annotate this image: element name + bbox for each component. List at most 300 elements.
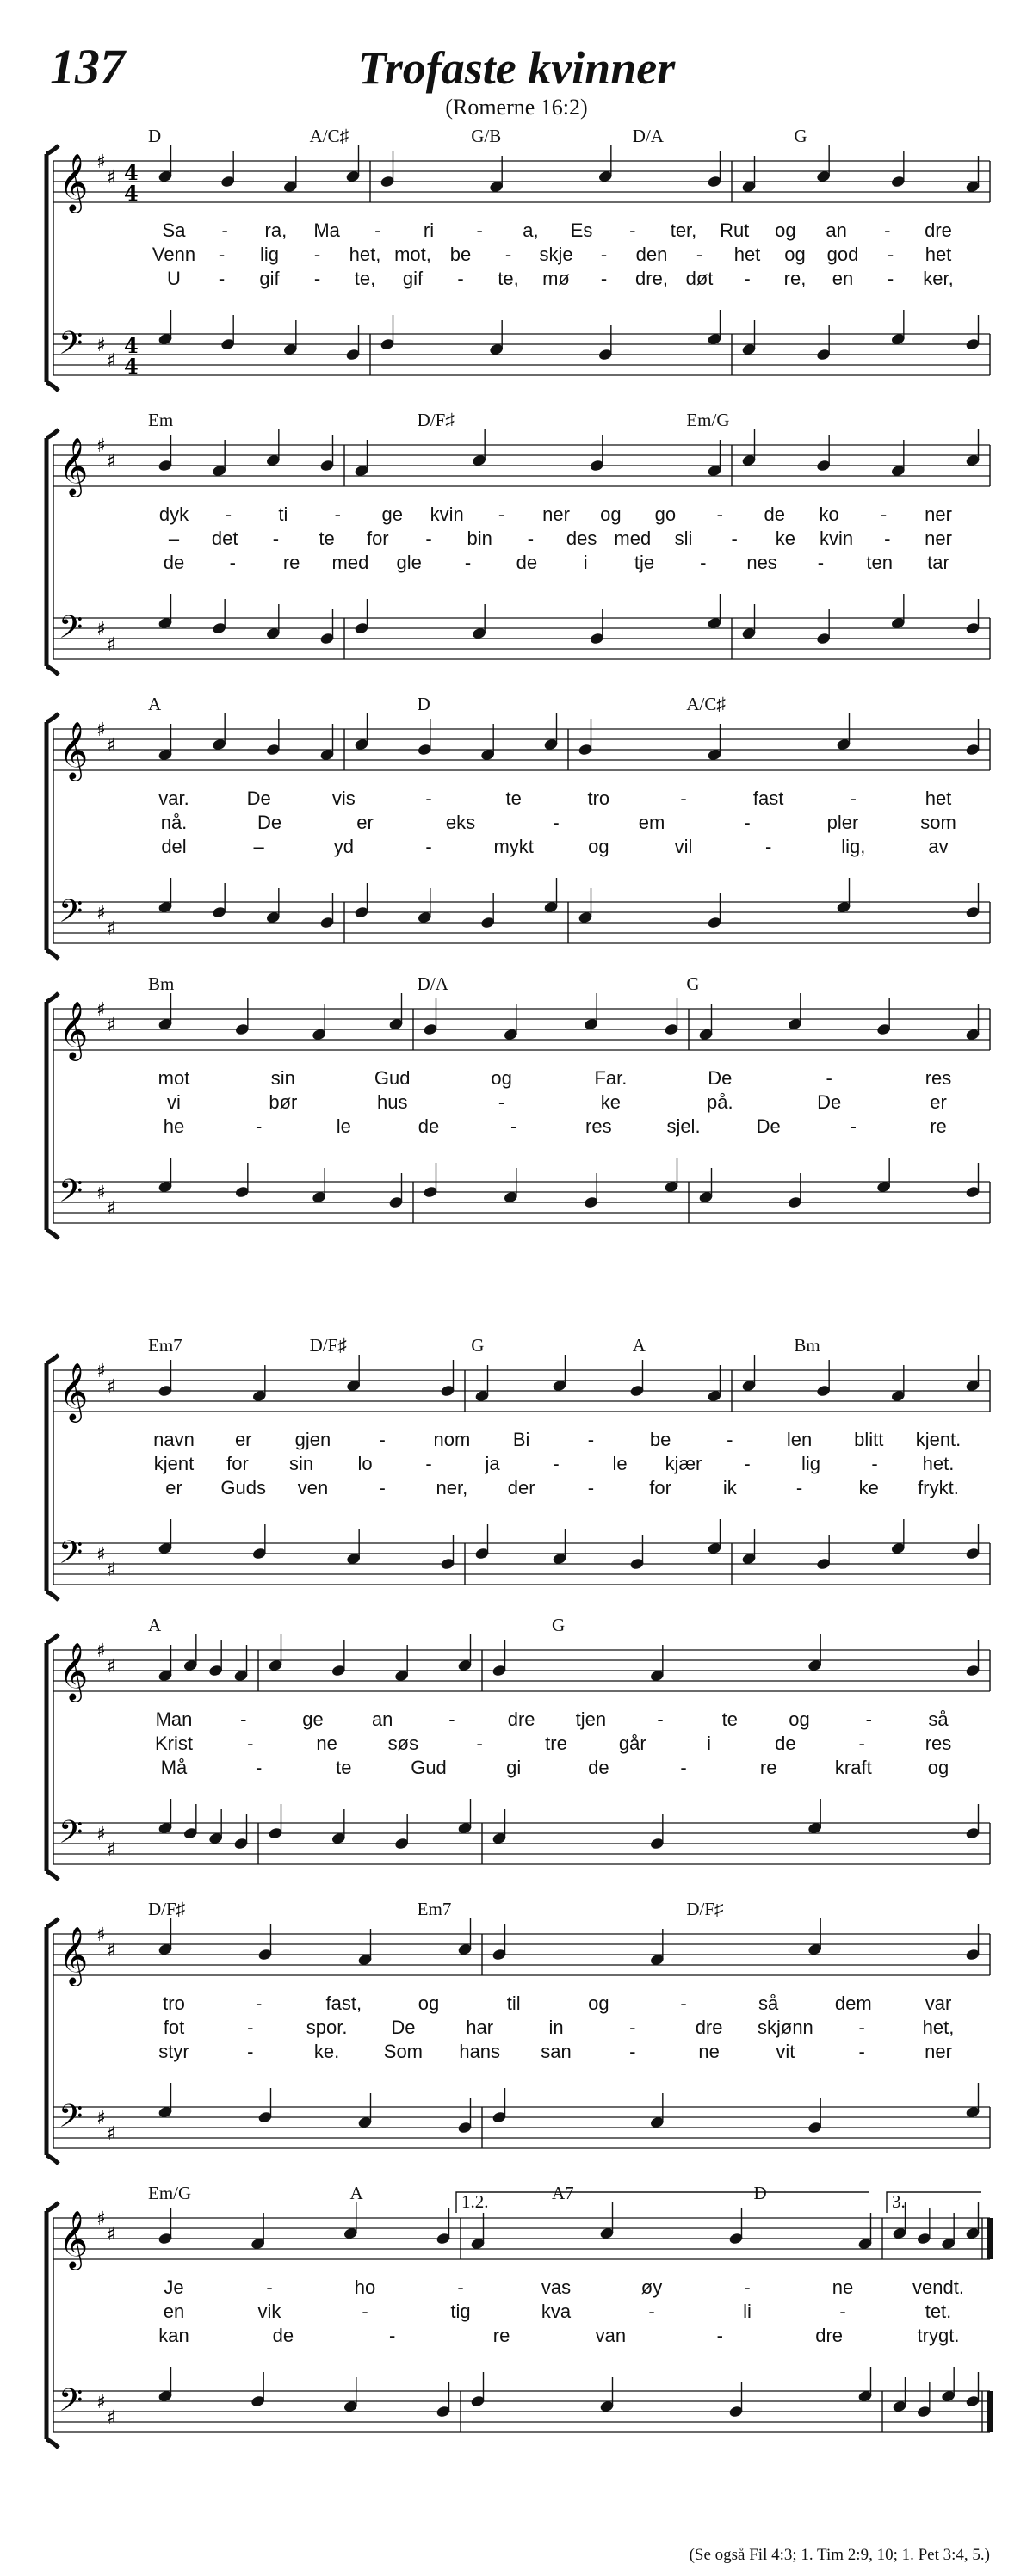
sharp-icon: ♯ bbox=[107, 1376, 116, 1398]
lyric-syllable: De bbox=[257, 812, 282, 833]
sharp-icon: ♯ bbox=[96, 335, 106, 356]
lyric-syllable: så bbox=[928, 1708, 949, 1730]
lyric-syllable: i bbox=[707, 1733, 712, 1754]
lyric-syllable: in bbox=[548, 2017, 564, 2038]
lyric-syllable: gle bbox=[396, 552, 422, 573]
lyric-syllable: - bbox=[425, 1453, 432, 1474]
bass-staff bbox=[53, 609, 990, 659]
lyric-syllable: og bbox=[775, 219, 796, 241]
scripture-footnote: (Se også Fil 4:3; 1. Tim 2:9, 10; 1. Pet 3:4, 5.) bbox=[689, 2546, 990, 2564]
lyric-syllable: - bbox=[247, 2041, 254, 2062]
song-header bbox=[0, 0, 1033, 129]
chord-symbol: A/C♯ bbox=[309, 126, 349, 146]
sharp-icon: ♯ bbox=[107, 1560, 116, 1581]
sharp-icon: ♯ bbox=[107, 634, 116, 656]
lyric-syllable: ner bbox=[925, 503, 952, 525]
lyric-syllable: ven bbox=[297, 1477, 329, 1498]
lyric-syllable: - bbox=[229, 552, 236, 573]
lyric-syllable: og bbox=[784, 244, 806, 265]
lyric-syllable: re bbox=[282, 552, 300, 573]
sharp-icon: ♯ bbox=[107, 350, 116, 372]
lyric-syllable: - bbox=[256, 1757, 263, 1778]
lyric-syllable: søs bbox=[387, 1733, 419, 1754]
chord-symbol: Em/G bbox=[686, 410, 730, 430]
sharp-icon: ♯ bbox=[96, 619, 106, 640]
lyric-syllable: be bbox=[449, 244, 472, 265]
lyric-syllable: ke bbox=[600, 1091, 622, 1113]
lyric-syllable: med bbox=[614, 528, 652, 549]
lyric-syllable: nom bbox=[433, 1429, 471, 1450]
lyric-syllable: med bbox=[331, 552, 369, 573]
lyric-syllable: de bbox=[764, 503, 785, 525]
lyric-syllable: frykt. bbox=[918, 1477, 959, 1498]
lyric-syllable: ker, bbox=[923, 268, 954, 289]
lyric-syllable: ho bbox=[354, 2276, 376, 2298]
lyric-syllable: Venn bbox=[152, 244, 196, 265]
lyric-syllable: og bbox=[927, 1757, 949, 1778]
system-notation bbox=[0, 1889, 1033, 2199]
system-notation bbox=[0, 684, 1033, 994]
lyric-syllable: var. bbox=[158, 788, 189, 809]
sharp-icon: ♯ bbox=[107, 1839, 116, 1861]
lyric-syllable: - bbox=[272, 528, 280, 549]
treble-staff bbox=[53, 1924, 990, 1986]
chord-symbol: G bbox=[794, 126, 807, 146]
lyric-syllable: Man bbox=[155, 1708, 193, 1730]
lyric-syllable: er bbox=[930, 1091, 947, 1113]
lyric-syllable: - bbox=[696, 244, 703, 265]
lyric-syllable: en bbox=[832, 268, 854, 289]
system-notation bbox=[0, 2173, 1033, 2483]
lyric-syllable: - bbox=[887, 244, 894, 265]
lyric-syllable: kjent bbox=[153, 1453, 195, 1474]
lyric-syllable: - bbox=[334, 503, 341, 525]
lyric-syllable: - bbox=[884, 219, 891, 241]
lyric-syllable: - bbox=[629, 219, 636, 241]
lyric-syllable: Som bbox=[383, 2041, 424, 2062]
system-bracket bbox=[46, 993, 59, 1239]
lyric-syllable: er bbox=[356, 812, 374, 833]
sharp-icon: ♯ bbox=[96, 1183, 106, 1204]
chord-symbol: Em/G bbox=[148, 2183, 192, 2203]
lyric-syllable: te, bbox=[354, 268, 376, 289]
lyric-syllable: Es bbox=[570, 219, 593, 241]
lyric-syllable: - bbox=[425, 528, 432, 549]
lyric-syllable: – bbox=[253, 836, 264, 857]
sharp-icon: ♯ bbox=[96, 436, 106, 457]
lyric-syllable: - bbox=[266, 2276, 273, 2298]
time-signature-denominator: 4 bbox=[124, 354, 139, 379]
lyric-syllable: - bbox=[313, 268, 321, 289]
lyric-syllable: fast bbox=[752, 788, 784, 809]
lyric-syllable: ne bbox=[698, 2041, 720, 2062]
lyric-syllable: - bbox=[700, 552, 707, 573]
treble-clef-icon: 𝄞 bbox=[59, 436, 89, 495]
music-system-8 bbox=[0, 2173, 1033, 2483]
lyric-syllable: re, bbox=[783, 268, 807, 289]
lyric-syllable: - bbox=[464, 552, 472, 573]
chord-symbol: G/B bbox=[471, 126, 502, 146]
chord-symbol: A bbox=[148, 1615, 162, 1635]
lyric-syllable: hus bbox=[376, 1091, 408, 1113]
music-system-3 bbox=[0, 684, 1033, 994]
lyric-syllable: - bbox=[680, 788, 687, 809]
lyric-syllable: de bbox=[163, 552, 185, 573]
sharp-icon: ♯ bbox=[107, 2224, 116, 2246]
system-bracket bbox=[46, 145, 59, 391]
lyric-syllable: vik bbox=[257, 2301, 281, 2322]
system-bracket bbox=[46, 1355, 59, 1600]
treble-staff bbox=[53, 1640, 990, 1702]
lyric-syllable: - bbox=[256, 1115, 263, 1137]
treble-clef-icon: 𝄞 bbox=[59, 720, 89, 779]
chord-symbol: Em bbox=[148, 410, 174, 430]
lyric-syllable: - bbox=[850, 788, 857, 809]
chord-symbol: D/F♯ bbox=[417, 410, 455, 430]
sharp-icon: ♯ bbox=[96, 1924, 106, 1946]
treble-staff bbox=[53, 151, 990, 213]
sharp-icon: ♯ bbox=[96, 720, 106, 741]
lyric-syllable: lig bbox=[801, 1453, 821, 1474]
lyric-syllable: ik bbox=[722, 1477, 737, 1498]
lyric-syllable: san bbox=[541, 2041, 572, 2062]
lyric-syllable: dyk bbox=[158, 503, 189, 525]
lyric-syllable: - bbox=[744, 268, 751, 289]
treble-clef-icon: 𝄞 bbox=[59, 1000, 89, 1059]
volta-label: 1.2. bbox=[461, 2191, 489, 2212]
lyric-syllable: Krist bbox=[155, 1733, 193, 1754]
treble-clef-icon: 𝄞 bbox=[59, 1362, 89, 1420]
bass-clef-icon: 𝄢 bbox=[59, 2098, 84, 2142]
lyric-syllable: - bbox=[476, 1733, 483, 1754]
lyric-syllable: - bbox=[425, 836, 432, 857]
lyric-syllable: kraft bbox=[834, 1757, 872, 1778]
lyric-syllable: gif bbox=[402, 268, 424, 289]
lyric-syllable: - bbox=[600, 268, 608, 289]
treble-staff bbox=[53, 1361, 990, 1423]
lyric-syllable: - bbox=[865, 1708, 872, 1730]
sharp-icon: ♯ bbox=[107, 1656, 116, 1677]
lyric-syllable: dem bbox=[834, 1992, 872, 2014]
lyric-syllable: blitt bbox=[854, 1429, 884, 1450]
bass-clef-icon: 𝄢 bbox=[59, 325, 84, 369]
system-notation bbox=[0, 1325, 1033, 1635]
lyric-syllable: ter, bbox=[670, 219, 697, 241]
song-title: Trofaste kvinner bbox=[357, 42, 676, 94]
lyric-syllable: kva bbox=[541, 2301, 572, 2322]
music-system-2 bbox=[0, 400, 1033, 710]
lyric-syllable: de bbox=[516, 552, 538, 573]
lyric-syllable: - bbox=[727, 1429, 733, 1450]
bass-staff bbox=[53, 2098, 990, 2148]
lyric-syllable: Gud bbox=[411, 1757, 447, 1778]
lyric-syllable: det bbox=[211, 528, 238, 549]
lyric-syllable: har bbox=[466, 2017, 494, 2038]
lyric-syllable: - bbox=[744, 2276, 751, 2298]
treble-staff bbox=[53, 436, 990, 497]
lyric-syllable: - bbox=[498, 503, 505, 525]
music-system-5 bbox=[0, 1325, 1033, 1635]
lyric-syllable: - bbox=[247, 2017, 254, 2038]
lyric-syllable: den bbox=[635, 244, 668, 265]
lyric-syllable: som bbox=[920, 812, 956, 833]
lyric-syllable: døt bbox=[685, 268, 714, 289]
treble-staff bbox=[53, 999, 990, 1061]
lyric-syllable: - bbox=[457, 268, 464, 289]
lyric-syllable: kan bbox=[158, 2325, 189, 2346]
bass-staff bbox=[53, 1814, 990, 1864]
lyric-syllable: til bbox=[506, 1992, 521, 2014]
sharp-icon: ♯ bbox=[107, 918, 116, 940]
lyric-syllable: ke bbox=[775, 528, 796, 549]
time-signature-denominator: 4 bbox=[124, 181, 139, 206]
lyric-syllable: ge bbox=[302, 1708, 324, 1730]
lyric-syllable: De bbox=[391, 2017, 416, 2038]
lyric-syllable: ne bbox=[832, 2276, 854, 2298]
lyric-syllable: res bbox=[585, 1115, 612, 1137]
sharp-icon: ♯ bbox=[96, 1361, 106, 1382]
sharp-icon: ♯ bbox=[107, 1198, 116, 1220]
sharp-icon: ♯ bbox=[96, 151, 106, 173]
lyric-syllable: tar bbox=[927, 552, 949, 573]
lyric-syllable: bin bbox=[467, 528, 492, 549]
lyric-syllable: - bbox=[553, 1453, 560, 1474]
lyric-syllable: - bbox=[858, 2017, 865, 2038]
lyric-syllable: - bbox=[858, 2041, 865, 2062]
lyric-syllable: og bbox=[588, 1992, 609, 2014]
chord-symbol: A bbox=[349, 2183, 363, 2203]
lyric-syllable: Far. bbox=[594, 1067, 628, 1089]
lyric-syllable: gi bbox=[506, 1757, 522, 1778]
treble-clef-icon: 𝄞 bbox=[59, 1925, 89, 1984]
lyric-syllable: vendt. bbox=[912, 2276, 964, 2298]
lyric-syllable: an bbox=[826, 219, 847, 241]
lyric-syllable: dre bbox=[815, 2325, 844, 2346]
chord-symbol: A/C♯ bbox=[686, 694, 726, 714]
chord-symbol: D/F♯ bbox=[148, 1899, 186, 1919]
lyric-syllable: fot bbox=[163, 2017, 185, 2038]
bass-clef-icon: 𝄢 bbox=[59, 1173, 84, 1217]
lyric-syllable: del bbox=[161, 836, 187, 857]
chord-symbol: D/F♯ bbox=[309, 1335, 347, 1356]
lyric-syllable: het bbox=[925, 788, 952, 809]
lyric-syllable: - bbox=[680, 1992, 687, 2014]
chord-symbol: D bbox=[417, 694, 430, 714]
lyric-syllable: - bbox=[817, 552, 825, 573]
lyric-syllable: em bbox=[638, 812, 665, 833]
lyric-syllable: og bbox=[789, 1708, 810, 1730]
chord-symbol: A bbox=[632, 1335, 646, 1356]
lyric-syllable: - bbox=[379, 1429, 386, 1450]
lyric-syllable: skjønn bbox=[758, 2017, 813, 2038]
lyric-syllable: an bbox=[371, 1708, 393, 1730]
lyric-syllable: yd bbox=[333, 836, 354, 857]
lyric-syllable: be bbox=[649, 1429, 671, 1450]
sharp-icon: ♯ bbox=[96, 903, 106, 924]
sharp-icon: ♯ bbox=[96, 2208, 106, 2230]
lyric-syllable: re bbox=[759, 1757, 777, 1778]
lyric-syllable: - bbox=[744, 1453, 751, 1474]
chord-symbol: D/F♯ bbox=[686, 1899, 724, 1919]
lyric-syllable: mot, bbox=[394, 244, 431, 265]
lyric-syllable: - bbox=[313, 244, 321, 265]
chord-symbol: D/A bbox=[632, 126, 664, 146]
bass-clef-icon: 𝄢 bbox=[59, 1814, 84, 1858]
lyric-syllable: - bbox=[884, 528, 891, 549]
lyric-syllable: - bbox=[218, 268, 226, 289]
sharp-icon: ♯ bbox=[96, 2108, 106, 2129]
lyric-syllable: ner bbox=[925, 528, 952, 549]
lyric-syllable: fast, bbox=[325, 1992, 362, 2014]
lyric-syllable: bør bbox=[269, 1091, 298, 1113]
lyric-syllable: Gud bbox=[374, 1067, 411, 1089]
bass-staff bbox=[53, 1173, 990, 1223]
lyric-syllable: ri bbox=[423, 219, 435, 241]
treble-clef-icon: 𝄞 bbox=[59, 2209, 89, 2268]
lyric-syllable: - bbox=[680, 1757, 687, 1778]
lyric-syllable: lig bbox=[259, 244, 280, 265]
lyric-syllable: der bbox=[507, 1477, 535, 1498]
volta-bracket bbox=[456, 2192, 869, 2213]
lyric-syllable: Sa bbox=[162, 219, 186, 241]
treble-staff bbox=[53, 2208, 990, 2270]
music-system-1 bbox=[0, 116, 1033, 426]
lyric-syllable: tet. bbox=[925, 2301, 952, 2322]
lyric-syllable: - bbox=[629, 2041, 636, 2062]
lyric-syllable: len bbox=[786, 1429, 813, 1450]
chord-symbol: G bbox=[686, 973, 700, 994]
bass-clef-icon: 𝄢 bbox=[59, 1535, 84, 1578]
lyric-syllable: hans bbox=[459, 2041, 501, 2062]
lyric-syllable: - bbox=[765, 836, 772, 857]
bass-staff bbox=[53, 2382, 990, 2432]
sharp-icon: ♯ bbox=[107, 167, 116, 188]
lyric-syllable: - bbox=[826, 1067, 832, 1089]
lyric-syllable: Je bbox=[164, 2276, 184, 2298]
lyric-syllable: ke bbox=[858, 1477, 879, 1498]
song-subtitle: (Romerne 16:2) bbox=[445, 95, 588, 120]
lyric-syllable: kvin bbox=[430, 503, 464, 525]
treble-clef-icon: 𝄞 bbox=[59, 152, 89, 211]
lyric-syllable: - bbox=[362, 2301, 368, 2322]
lyric-syllable: - bbox=[657, 1708, 664, 1730]
lyric-syllable: - bbox=[476, 219, 483, 241]
music-system-7 bbox=[0, 1889, 1033, 2199]
lyric-syllable: - bbox=[629, 2017, 636, 2038]
lyric-syllable: - bbox=[504, 244, 512, 265]
bass-clef-icon: 𝄢 bbox=[59, 893, 84, 937]
lyric-syllable: - bbox=[600, 244, 608, 265]
bass-clef-icon: 𝄢 bbox=[59, 609, 84, 653]
lyric-syllable: - bbox=[880, 503, 888, 525]
lyric-syllable: - bbox=[887, 268, 894, 289]
bass-clef-icon: 𝄢 bbox=[59, 2382, 84, 2426]
lyric-syllable: vis bbox=[331, 788, 356, 809]
lyric-syllable: mot bbox=[158, 1067, 190, 1089]
chord-symbol: D bbox=[148, 126, 162, 146]
lyric-syllable: sjel. bbox=[666, 1115, 701, 1137]
lyric-syllable: - bbox=[850, 1115, 857, 1137]
lyric-syllable: Må bbox=[160, 1757, 188, 1778]
lyric-syllable: - bbox=[839, 2301, 846, 2322]
sharp-icon: ♯ bbox=[96, 2392, 106, 2413]
lyric-syllable: går bbox=[618, 1733, 646, 1754]
lyric-syllable: Rut bbox=[720, 219, 750, 241]
lyric-syllable: kvin bbox=[820, 528, 854, 549]
lyric-syllable: trygt. bbox=[917, 2325, 960, 2346]
lyric-syllable: des bbox=[566, 528, 597, 549]
lyric-syllable: - bbox=[716, 503, 723, 525]
sharp-icon: ♯ bbox=[107, 1015, 116, 1036]
lyric-syllable: er bbox=[165, 1477, 182, 1498]
lyric-syllable: for bbox=[226, 1453, 249, 1474]
chord-symbol: Em7 bbox=[417, 1899, 452, 1919]
lyric-syllable: navn bbox=[153, 1429, 195, 1450]
lyric-syllable: De bbox=[708, 1067, 733, 1089]
lyric-syllable: tig bbox=[450, 2301, 471, 2322]
lyric-syllable: gjen bbox=[294, 1429, 331, 1450]
lyric-syllable: de bbox=[418, 1115, 440, 1137]
lyric-syllable: - bbox=[425, 788, 432, 809]
lyric-syllable: en bbox=[163, 2301, 185, 2322]
bass-staff bbox=[53, 325, 990, 375]
lyric-syllable: – bbox=[168, 528, 180, 549]
chord-symbol: D bbox=[753, 2183, 767, 2203]
lyric-syllable: vit bbox=[776, 2041, 795, 2062]
lyric-syllable: te bbox=[336, 1757, 352, 1778]
lyric-syllable: de bbox=[775, 1733, 796, 1754]
system-bracket bbox=[46, 429, 59, 675]
lyric-syllable: le bbox=[336, 1115, 351, 1137]
system-bracket bbox=[46, 1918, 59, 2164]
lyric-syllable: var bbox=[925, 1992, 952, 2014]
lyric-syllable: vi bbox=[167, 1091, 181, 1113]
sharp-icon: ♯ bbox=[107, 2123, 116, 2145]
system-notation bbox=[0, 964, 1033, 1274]
lyric-syllable: av bbox=[928, 836, 949, 857]
lyric-syllable: tje bbox=[634, 552, 655, 573]
lyric-syllable: ner, bbox=[436, 1477, 468, 1498]
lyric-syllable: het bbox=[733, 244, 761, 265]
lyric-syllable: ko bbox=[819, 503, 839, 525]
lyric-syllable: - bbox=[871, 1453, 878, 1474]
lyric-syllable: a, bbox=[523, 219, 539, 241]
chord-symbol: Bm bbox=[148, 973, 175, 994]
lyric-syllable: og bbox=[418, 1992, 440, 2014]
lyric-syllable: gif bbox=[259, 268, 280, 289]
lyric-syllable: på. bbox=[706, 1091, 733, 1113]
lyric-syllable: dre bbox=[695, 2017, 723, 2038]
lyric-syllable: lig, bbox=[841, 836, 866, 857]
lyric-syllable: og bbox=[588, 836, 609, 857]
chord-symbol: A bbox=[148, 694, 162, 714]
treble-clef-icon: 𝄞 bbox=[59, 1641, 89, 1700]
lyric-syllable: ke. bbox=[313, 2041, 340, 2062]
lyric-syllable: res bbox=[925, 1733, 952, 1754]
lyric-syllable: U bbox=[167, 268, 181, 289]
lyric-syllable: van bbox=[595, 2325, 627, 2346]
lyric-syllable: De bbox=[756, 1115, 781, 1137]
lyric-syllable: - bbox=[240, 1708, 247, 1730]
lyric-syllable: ja bbox=[485, 1453, 500, 1474]
lyric-syllable: for bbox=[366, 528, 389, 549]
lyric-syllable: - bbox=[218, 244, 226, 265]
lyric-syllable: de bbox=[588, 1757, 609, 1778]
lyric-syllable: re bbox=[930, 1115, 947, 1137]
lyric-syllable: te bbox=[319, 528, 335, 549]
song-number: 137 bbox=[50, 39, 125, 95]
lyric-syllable: - bbox=[587, 1429, 595, 1450]
